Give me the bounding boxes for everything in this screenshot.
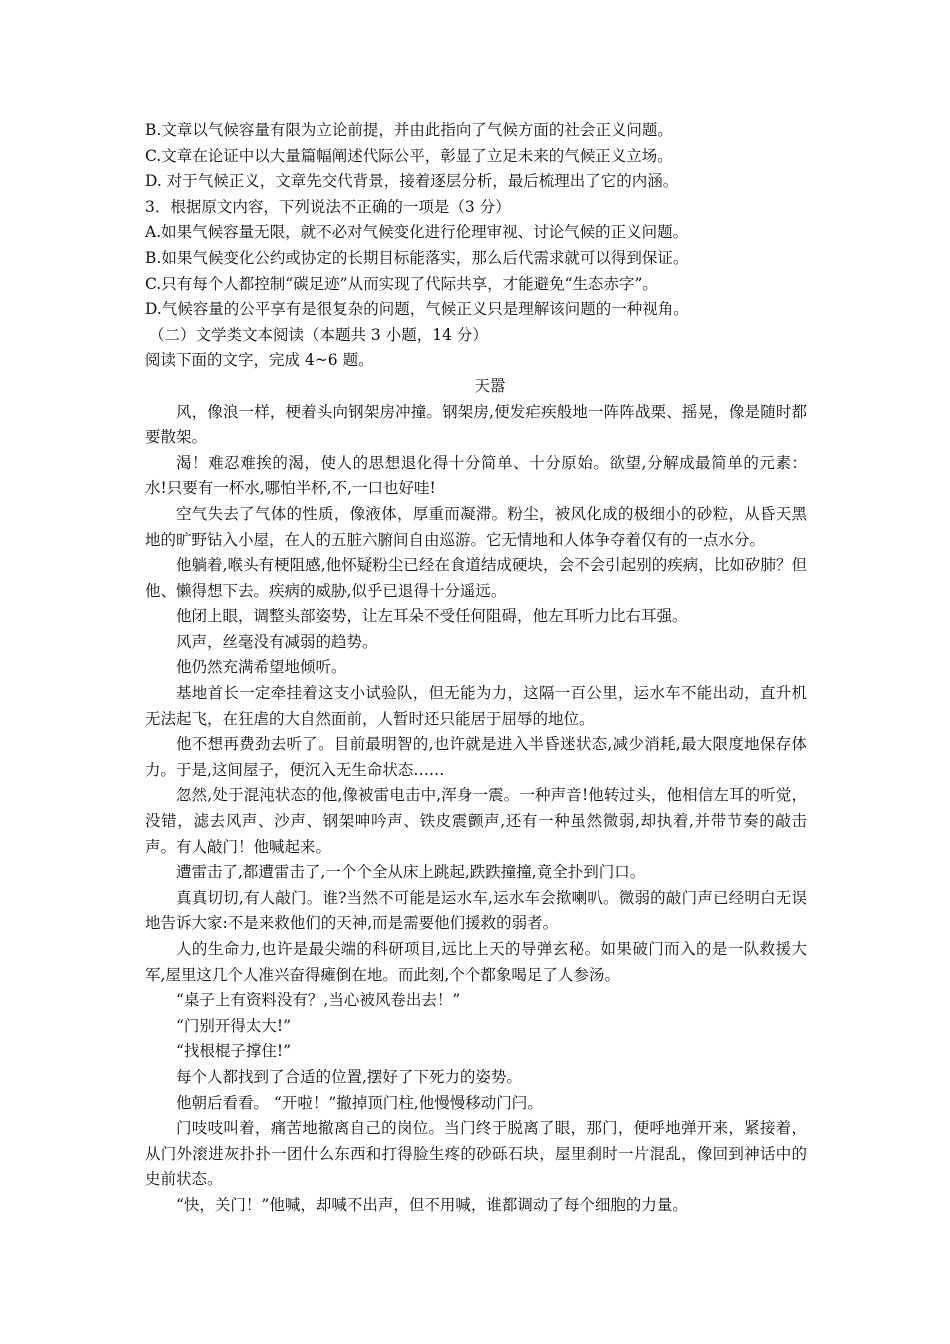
story-paragraph: 遭雷击了,都遭雷击了,一个个全从床上跳起,跌跌撞撞,竟全扑到门口。 — [176, 863, 646, 882]
story-paragraph: 他仍然充满希望地倾听。 — [176, 658, 347, 677]
story-paragraph: 他躺着,喉头有梗阻感,他怀疑粉尘已经在食道结成硬块，会不会引起别的疾病，比如矽肺？但他、懒得想下去。疾病的威胁,似乎已退得十分遥远。 — [145, 556, 807, 600]
q3-option-d: D.气候容量的公平享有是很复杂的问题，气候正义只是理解该问题的一种视角。 — [145, 300, 689, 319]
story-paragraph: 风声，丝毫没有减弱的趋势。 — [176, 632, 378, 651]
story-paragraph: 他闭上眼，调整头部姿势，让左耳朵不受任何阻碍，他左耳听力比右耳强。 — [176, 607, 688, 626]
story-paragraph: 基地首长一定牵挂着这支小试验队，但无能为力，这隔一百公里，运水车不能出动，直升机无法起飞，在狂虐的大自然面前，人暂时还只能居于屈辱的地位。 — [145, 684, 807, 728]
q2-option-d: D. 对于气候正义，文章先交代背景，接着逐层分析，最后梳理出了它的内涵。 — [145, 172, 679, 191]
q3-option-c: C.只有每个人都控制“碳足迹”从而实现了代际共享，才能避免“生态赤字”。 — [145, 274, 658, 293]
q3-option-a: A.如果气候容量无限，就不必对气候变化进行伦理审视、讨论气候的正义问题。 — [145, 223, 689, 242]
story-paragraph: 忽然,处于混沌状态的他,像被雷电击中,浑身一震。一种声音!他转过头，他相信左耳的听觉，没错，滤去风声、沙声、钢架呻吟声、铁皮震颤声,还有一种虽然微弱,却执着,并带节奏的敲击声。有人敲门！他喊起来。 — [145, 786, 807, 856]
story-title: 天嚣 — [474, 376, 506, 395]
story-paragraph: 他朝后看看。 “开啦！”撤掉顶门柱,他慢慢移动门闩。 — [176, 1093, 543, 1112]
story-paragraph: 每个人都找到了合适的位置,摆好了下死力的姿势。 — [176, 1067, 522, 1086]
story-paragraph: 渴！难忍难挨的渴，使人的思想退化得十分简单、十分原始。欲望,分解成最简单的元素：水!只要有一杯水,哪怕半杯,不,一口也好哇! — [145, 453, 807, 498]
story-paragraph: 真真切切,有人敲门。谁?当然不可能是运水车,运水车会揿喇叭。微弱的敲门声已经明白无误地告诉大家:不是来救他们的天神,而是需要他们援救的弱者。 — [145, 888, 807, 933]
section-instruction: 阅读下面的文字，完成 4~6 题。 — [145, 351, 374, 370]
story-paragraph: “快，关门！”他喊，却喊不出声，但不用喊，谁都调动了每个细胞的力量。 — [176, 1195, 688, 1214]
document-page — [145, 118, 807, 1219]
q3-stem: 3．根据原文内容，下列说法不正确的一项是（3 分） — [145, 197, 511, 216]
dialogue-line: “桌子上有资料没有？,当心被风卷出去！” — [176, 991, 461, 1010]
story-paragraph: 风，像浪一样，梗着头向钢架房冲撞。钢架房,便发疟疾般地一阵阵战栗、摇晃，像是随时都要散架。 — [145, 402, 807, 447]
q2-option-c: C.文章在论证中以大量篇幅阐述代际公平，彰显了立足未来的气候正义立场。 — [145, 146, 673, 165]
story-paragraph: 门吱吱叫着，痛苦地撤离自己的岗位。当门终于脱离了眼，那门，便呼地弹开来，紧接着，从门外滚进灰扑扑一团什么东西和打得脸生疼的砂砾石块，屋里刹时一片混乱，像回到神话中的史前状态。 — [145, 1119, 807, 1189]
story-paragraph: 他不想再费劲去听了。目前最明智的,也许就是进入半昏迷状态,减少消耗,最大限度地保存体力。于是,这间屋子，便沉入无生命状态…… — [145, 735, 807, 779]
dialogue-line: “找根棍子撑住!” — [176, 1042, 292, 1061]
story-paragraph: 人的生命力,也许是最尖端的科研项目,远比上天的导弹玄秘。如果破门而入的是一队救援大军,屋里这几个人准兴奋得瘫倒在地。而此刻,个个都象喝足了人参汤。 — [145, 940, 807, 984]
story-paragraph: 空气失去了气体的性质，像液体，厚重而凝滞。粉尘，被风化成的极细小的砂粒，从昏天黑地的旷野钻入小屋，在人的五脏六腑间自由巡游。它无情地和人体争夺着仅有的一点水分。 — [145, 504, 807, 549]
q2-option-b: B.文章以气候容量有限为立论前提，并由此指向了气候方面的社会正义问题。 — [145, 121, 673, 139]
section-heading: （二）文学类文本阅读（本题共 3 小题，14 分） — [149, 325, 488, 344]
q3-option-b: B.如果气候变化公约或协定的长期目标能落实，那么后代需求就可以得到保证。 — [145, 248, 689, 267]
dialogue-line: “门别开得太大!” — [176, 1016, 292, 1035]
